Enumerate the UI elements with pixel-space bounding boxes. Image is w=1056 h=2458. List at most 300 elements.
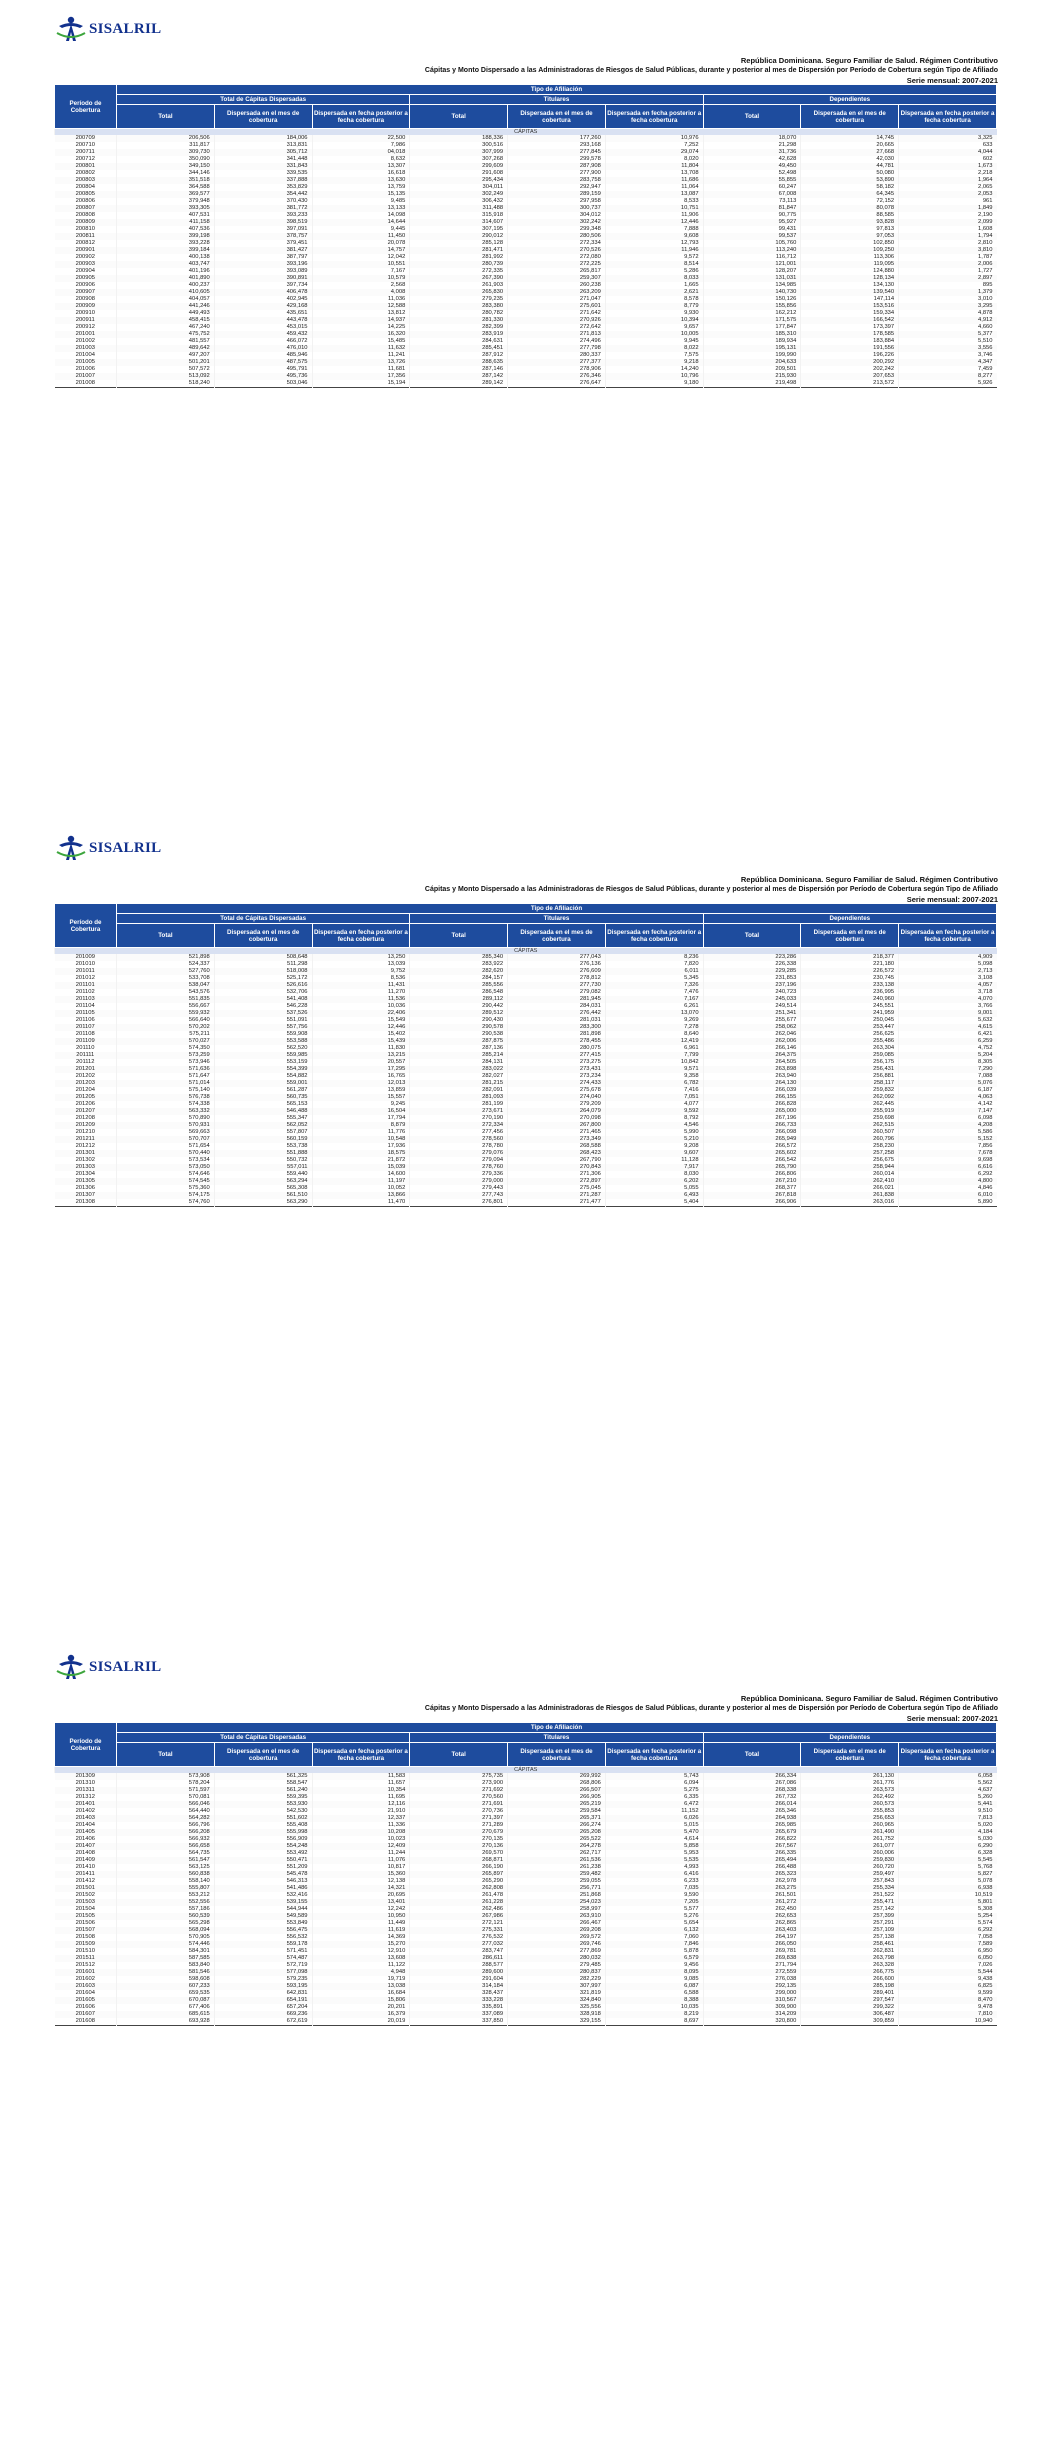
cell-value: 335,891 xyxy=(410,2004,508,2011)
cell-value: 268,871 xyxy=(410,1857,508,1864)
cell-value: 260,573 xyxy=(801,1801,899,1808)
table-row xyxy=(55,1185,997,1192)
header-dependientes: Dependientes xyxy=(703,1733,996,1743)
cell-value: 53,890 xyxy=(801,177,899,184)
cell-value: 263,798 xyxy=(801,1955,899,1962)
cell-value: 269,572 xyxy=(508,1934,606,1941)
cell-value: 177,260 xyxy=(508,135,606,142)
cell-value: 134,985 xyxy=(703,282,801,289)
cell-value: 44,781 xyxy=(801,163,899,170)
header-en-mes: Dispersada en el mes de cobertura xyxy=(214,105,312,129)
cell-value: 387,797 xyxy=(214,254,312,261)
cell-value: 255,677 xyxy=(703,1017,801,1024)
cell-value: 555,998 xyxy=(214,1829,312,1836)
cell-value: 11,336 xyxy=(312,1822,410,1829)
cell-value: 268,377 xyxy=(703,1185,801,1192)
cell-value: 97,813 xyxy=(801,226,899,233)
cell-value: 390,891 xyxy=(214,275,312,282)
cell-value: 5,345 xyxy=(605,975,703,982)
cell-value: 4,208 xyxy=(899,1122,997,1129)
cell-value: 7,846 xyxy=(605,1941,703,1948)
report-titles xyxy=(378,56,998,86)
cell-period: 201502 xyxy=(75,1892,95,1898)
cell-value: 572,719 xyxy=(214,1962,312,1969)
cell-period: 200809 xyxy=(55,219,117,226)
cell-period: 201211 xyxy=(55,1136,117,1143)
cell-value: 314,184 xyxy=(410,1983,508,1990)
cell-value: 283,300 xyxy=(508,1024,606,1031)
cell-value: 131,031 xyxy=(703,275,801,282)
cell-value: 10,394 xyxy=(605,317,703,324)
cell-value: 257,843 xyxy=(801,1878,899,1885)
cell-value: 258,944 xyxy=(801,1164,899,1171)
cell-value: 8,779 xyxy=(605,303,703,310)
cell-value: 263,016 xyxy=(801,1199,899,1207)
table-row xyxy=(55,338,997,345)
table-row xyxy=(55,1045,997,1052)
cell-period: 201508 xyxy=(75,1934,95,1940)
cell-period: 201209 xyxy=(55,1122,117,1129)
cell-value: 275,601 xyxy=(508,303,606,310)
cell-value: 72,152 xyxy=(801,198,899,205)
table-row xyxy=(55,968,997,975)
cell-value: 9,510 xyxy=(899,1808,997,1815)
cell-value: 8,020 xyxy=(605,156,703,163)
cell-value: 4,184 xyxy=(899,1829,997,1836)
cell-period: 201604 xyxy=(75,1990,95,1996)
table-row xyxy=(55,310,997,317)
cell-value: 1,787 xyxy=(899,254,997,261)
cell-value: 495,791 xyxy=(214,366,312,373)
cell-value: 263,328 xyxy=(801,1962,899,1969)
header-posterior: Dispersada en fecha posterior a fecha cobertura xyxy=(899,105,997,129)
cell-value: 67,008 xyxy=(703,191,801,198)
cell-value: 22,406 xyxy=(312,1010,410,1017)
cell-value: 276,609 xyxy=(508,968,606,975)
cell-value: 561,240 xyxy=(214,1787,312,1794)
header-en-mes: Dispersada en el mes de cobertura xyxy=(214,1743,312,1767)
cell-value: 264,197 xyxy=(703,1934,801,1941)
cell-value: 261,478 xyxy=(410,1892,508,1899)
cell-value: 188,336 xyxy=(410,135,508,142)
cell-value: 7,088 xyxy=(899,1073,997,1080)
cell-period: 201204 xyxy=(75,1087,95,1093)
cell-value: 559,908 xyxy=(214,1031,312,1038)
cell-value: 199,990 xyxy=(703,352,801,359)
cell-value: 213,572 xyxy=(801,380,899,388)
cell-value: 250,045 xyxy=(801,1017,899,1024)
cell-value: 10,551 xyxy=(312,261,410,268)
cell-value: 16,379 xyxy=(312,2011,410,2018)
cell-value: 5,098 xyxy=(899,961,997,968)
cell-value: 10,796 xyxy=(605,373,703,380)
cell-value: 269,570 xyxy=(410,1850,508,1857)
cell-value: 573,908 xyxy=(117,1773,215,1780)
table-row xyxy=(55,282,997,289)
cell-value: 6,098 xyxy=(899,1115,997,1122)
cell-value: 566,932 xyxy=(117,1836,215,1843)
cell-value: 262,006 xyxy=(703,1038,801,1045)
cell-period: 201008 xyxy=(75,380,95,386)
table-row xyxy=(55,989,997,996)
cell-value: 251,341 xyxy=(703,1010,801,1017)
cell-value: 271,289 xyxy=(410,1822,508,1829)
cell-value: 140,730 xyxy=(703,289,801,296)
sisalril-logo-icon xyxy=(56,1653,86,1681)
cell-value: 579,235 xyxy=(214,1976,312,1983)
cell-value: 561,287 xyxy=(214,1087,312,1094)
cell-value: 271,691 xyxy=(410,1801,508,1808)
cell-value: 267,567 xyxy=(703,1843,801,1850)
cell-value: 554,882 xyxy=(214,1073,312,1080)
cell-value: 570,027 xyxy=(117,1038,215,1045)
cell-value: 4,546 xyxy=(605,1122,703,1129)
cell-value: 5,275 xyxy=(605,1787,703,1794)
table-row xyxy=(55,275,997,282)
cell-value: 191,556 xyxy=(801,345,899,352)
cell-value: 307,195 xyxy=(410,226,508,233)
cell-value: 403,747 xyxy=(117,261,215,268)
cell-value: 271,813 xyxy=(508,331,606,338)
table-row xyxy=(55,198,997,205)
cell-value: 571,597 xyxy=(117,1787,215,1794)
cell-value: 309,859 xyxy=(801,2018,899,2026)
cell-value: 2,065 xyxy=(899,184,997,191)
cell-value: 11,241 xyxy=(312,352,410,359)
cell-value: 251,868 xyxy=(508,1892,606,1899)
cell-value: 328,918 xyxy=(508,2011,606,2018)
cell-value: 14,745 xyxy=(801,135,899,142)
cell-value: 272,559 xyxy=(703,1969,801,1976)
cell-value: 139,540 xyxy=(801,289,899,296)
cell-value: 259,497 xyxy=(801,1871,899,1878)
cell-value: 5,210 xyxy=(605,1136,703,1143)
cell-value: 5,801 xyxy=(899,1899,997,1906)
cell-value: 260,006 xyxy=(801,1850,899,1857)
cell-period: 200807 xyxy=(55,205,117,212)
cell-value: 400,237 xyxy=(117,282,215,289)
cell-value: 14,757 xyxy=(312,247,410,254)
header-titulares: Titulares xyxy=(410,1733,703,1743)
cell-period: 201605 xyxy=(55,1997,117,2004)
cell-value: 539,155 xyxy=(214,1899,312,1906)
cell-value: 271,047 xyxy=(508,296,606,303)
cell-value: 559,001 xyxy=(214,1080,312,1087)
cell-value: 8,033 xyxy=(605,275,703,282)
cell-value: 410,605 xyxy=(117,289,215,296)
cell-value: 573,946 xyxy=(117,1059,215,1066)
cell-period: 201506 xyxy=(75,1920,95,1926)
cell-value: 7,051 xyxy=(605,1094,703,1101)
cell-value: 299,322 xyxy=(801,2004,899,2011)
cell-value: 7,167 xyxy=(312,268,410,275)
cell-value: 6,259 xyxy=(899,1038,997,1045)
cell-value: 268,423 xyxy=(508,1150,606,1157)
cell-period: 200906 xyxy=(75,282,95,288)
table-row xyxy=(55,1171,997,1178)
cell-value: 556,532 xyxy=(214,1934,312,1941)
cell-value: 563,125 xyxy=(117,1864,215,1871)
cell-value: 556,667 xyxy=(117,1003,215,1010)
cell-value: 693,928 xyxy=(117,2018,215,2026)
cell-value: 559,178 xyxy=(214,1941,312,1948)
cell-value: 5,276 xyxy=(605,1913,703,1920)
cell-value: 555,347 xyxy=(214,1115,312,1122)
cell-value: 278,455 xyxy=(508,1038,606,1045)
cell-value: 6,290 xyxy=(899,1843,997,1850)
cell-value: 8,879 xyxy=(312,1122,410,1129)
cell-period: 201001 xyxy=(55,331,117,338)
cell-value: 5,030 xyxy=(899,1836,997,1843)
cell-value: 6,132 xyxy=(605,1927,703,1934)
cell-value: 14,321 xyxy=(312,1885,410,1892)
cell-value: 262,831 xyxy=(801,1948,899,1955)
cell-value: 276,346 xyxy=(508,373,606,380)
cell-value: 134,130 xyxy=(801,282,899,289)
title-line-1: República Dominicana. Seguro Familiar de Salud. Régimen Contributivo xyxy=(740,875,998,884)
cell-value: 5,586 xyxy=(899,1129,997,1136)
cell-period: 201011 xyxy=(55,968,117,975)
cell-value: 10,005 xyxy=(605,331,703,338)
header-posterior: Dispersada en fecha posterior a fecha cobertura xyxy=(605,1743,703,1767)
cell-value: 5,470 xyxy=(605,1829,703,1836)
cell-value: 8,022 xyxy=(605,345,703,352)
cell-value: 381,427 xyxy=(214,247,312,254)
logo-text: SISALRIL xyxy=(89,20,162,37)
cell-value: 5,152 xyxy=(899,1136,997,1143)
table-row xyxy=(55,1843,997,1850)
cell-value: 570,707 xyxy=(117,1136,215,1143)
cell-value: 16,618 xyxy=(312,170,410,177)
cell-value: 546,228 xyxy=(214,1003,312,1010)
cell-period: 201608 xyxy=(75,2018,95,2024)
cell-value: 267,800 xyxy=(508,1122,606,1129)
cell-value: 466,072 xyxy=(214,338,312,345)
cell-value: 17,794 xyxy=(312,1115,410,1122)
cell-value: 277,377 xyxy=(508,359,606,366)
cell-value: 81,847 xyxy=(703,205,801,212)
cell-value: 5,510 xyxy=(899,338,997,345)
cell-value: 558,547 xyxy=(214,1780,312,1787)
cell-value: 261,903 xyxy=(410,282,508,289)
cell-value: 564,440 xyxy=(117,1808,215,1815)
cell-value: 5,562 xyxy=(899,1780,997,1787)
cell-value: 259,832 xyxy=(801,1087,899,1094)
cell-value: 284,631 xyxy=(410,338,508,345)
cell-period: 201010 xyxy=(75,961,95,967)
cell-value: 7,205 xyxy=(605,1899,703,1906)
cell-value: 287,142 xyxy=(410,373,508,380)
cell-value: 6,825 xyxy=(899,1983,997,1990)
table-row xyxy=(55,1066,997,1073)
cell-value: 13,866 xyxy=(312,1192,410,1199)
cell-value: 267,986 xyxy=(410,1913,508,1920)
cell-value: 553,930 xyxy=(214,1801,312,1808)
cell-value: 263,910 xyxy=(508,1913,606,1920)
cell-value: 265,494 xyxy=(703,1857,801,1864)
cell-value: 13,038 xyxy=(312,1983,410,1990)
cell-value: 284,131 xyxy=(410,1059,508,1066)
cell-value: 7,035 xyxy=(605,1885,703,1892)
cell-value: 399,184 xyxy=(117,247,215,254)
cell-value: 6,472 xyxy=(605,1801,703,1808)
cell-value: 309,900 xyxy=(703,2004,801,2011)
cell-period: 200711 xyxy=(55,149,117,156)
cell-value: 16,504 xyxy=(312,1108,410,1115)
cell-value: 3,108 xyxy=(899,975,997,982)
cell-value: 8,219 xyxy=(605,2011,703,2018)
header-posterior: Dispersada en fecha posterior a fecha cobertura xyxy=(899,1743,997,1767)
cell-value: 261,130 xyxy=(801,1773,899,1780)
cell-value: 10,950 xyxy=(312,1913,410,1920)
cell-value: 256,431 xyxy=(801,1066,899,1073)
cell-value: 525,172 xyxy=(214,975,312,982)
cell-value: 5,015 xyxy=(605,1822,703,1829)
cell-value: 287,912 xyxy=(410,352,508,359)
table-row xyxy=(55,2004,997,2011)
cell-value: 307,997 xyxy=(508,1983,606,1990)
cell-value: 8,697 xyxy=(605,2018,703,2026)
cell-value: 282,620 xyxy=(410,968,508,975)
cell-value: 290,442 xyxy=(410,1003,508,1010)
cell-value: 268,588 xyxy=(508,1143,606,1150)
cell-value: 249,514 xyxy=(703,1003,801,1010)
cell-value: 256,881 xyxy=(801,1073,899,1080)
cell-value: 5,204 xyxy=(899,1052,997,1059)
cell-value: 15,270 xyxy=(312,1941,410,1948)
cell-period: 200905 xyxy=(55,275,117,282)
cell-value: 307,268 xyxy=(410,156,508,163)
cell-value: 669,236 xyxy=(214,2011,312,2018)
cell-value: 337,888 xyxy=(214,177,312,184)
cell-value: 7,986 xyxy=(312,142,410,149)
cell-value: 266,467 xyxy=(508,1920,606,1927)
table-row xyxy=(55,1976,997,1983)
table-row xyxy=(55,982,997,989)
cell-value: 270,190 xyxy=(410,1115,508,1122)
cell-value: 226,572 xyxy=(801,968,899,975)
cell-period: 201405 xyxy=(55,1829,117,1836)
cell-value: 262,450 xyxy=(703,1906,801,1913)
table-row xyxy=(55,296,997,303)
cell-value: 116,712 xyxy=(703,254,801,261)
cell-value: 2,190 xyxy=(899,212,997,219)
cell-value: 11,449 xyxy=(312,1920,410,1927)
cell-value: 290,538 xyxy=(410,1031,508,1038)
cell-value: 265,346 xyxy=(703,1808,801,1815)
cell-value: 11,152 xyxy=(605,1808,703,1815)
cell-period: 201301 xyxy=(55,1150,117,1157)
cell-value: 261,077 xyxy=(801,1843,899,1850)
cell-value: 268,806 xyxy=(508,1780,606,1787)
cell-value: 12,116 xyxy=(312,1801,410,1808)
cell-value: 9,478 xyxy=(899,2004,997,2011)
header-posterior: Dispersada en fecha posterior a fecha cobertura xyxy=(899,924,997,948)
cell-value: 310,567 xyxy=(703,1997,801,2004)
cell-value: 401,890 xyxy=(117,275,215,282)
cell-value: 12,588 xyxy=(312,303,410,310)
cell-value: 6,261 xyxy=(605,1003,703,1010)
cell-value: 52,498 xyxy=(703,170,801,177)
header-posterior: Dispersada en fecha posterior a fecha cobertura xyxy=(605,105,703,129)
cell-value: 7,799 xyxy=(605,1052,703,1059)
cell-value: 353,829 xyxy=(214,184,312,191)
header-total-group: Total de Cápitas Dispersadas xyxy=(117,1733,410,1743)
cell-value: 221,180 xyxy=(801,961,899,968)
cell-value: 583,840 xyxy=(117,1962,215,1969)
cell-value: 10,976 xyxy=(605,135,703,142)
cell-period: 201304 xyxy=(75,1171,95,1177)
cell-value: 10,035 xyxy=(605,2004,703,2011)
cell-value: 555,408 xyxy=(214,1822,312,1829)
unit-row: CÁPITAS xyxy=(55,1767,997,1774)
cell-value: 204,633 xyxy=(703,359,801,366)
cell-value: 9,945 xyxy=(605,338,703,345)
title-line-2: Cápitas y Monto Dispersado a las Administradoras de Riesgos de Salud Públicas, durante y posterior al mes de Dispersión por Período de Cobertura según Tipo de Afiliado xyxy=(424,886,998,893)
table-row xyxy=(55,2018,997,2026)
table-row xyxy=(55,1052,997,1059)
cell-value: 291,608 xyxy=(410,170,508,177)
cell-value: 04,018 xyxy=(312,149,410,156)
cell-value: 271,477 xyxy=(508,1199,606,1207)
cell-value: 16,684 xyxy=(312,1990,410,1997)
cell-value: 654,191 xyxy=(214,1997,312,2004)
cell-value: 15,485 xyxy=(312,338,410,345)
cell-value: 253,447 xyxy=(801,1024,899,1031)
cell-value: 2,810 xyxy=(899,240,997,247)
cell-value: 564,735 xyxy=(117,1850,215,1857)
cell-value: 260,238 xyxy=(508,282,606,289)
table-row xyxy=(55,1808,997,1815)
cell-value: 379,948 xyxy=(117,198,215,205)
table-row xyxy=(55,177,997,184)
cell-value: 5,055 xyxy=(605,1185,703,1192)
cell-value: 453,015 xyxy=(214,324,312,331)
cell-value: 20,665 xyxy=(801,142,899,149)
cell-value: 17,295 xyxy=(312,1066,410,1073)
cell-value: 20,557 xyxy=(312,1059,410,1066)
cell-value: 177,847 xyxy=(703,324,801,331)
cell-value: 264,130 xyxy=(703,1080,801,1087)
cell-value: 73,113 xyxy=(703,198,801,205)
cell-value: 11,470 xyxy=(312,1199,410,1207)
header-posterior: Dispersada en fecha posterior a fecha cobertura xyxy=(605,924,703,948)
cell-value: 558,140 xyxy=(117,1878,215,1885)
cell-period: 201212 xyxy=(75,1143,95,1149)
cell-value: 659,535 xyxy=(117,1990,215,1997)
cell-value: 5,544 xyxy=(899,1969,997,1976)
cell-value: 277,043 xyxy=(508,954,606,961)
cell-value: 607,233 xyxy=(117,1983,215,1990)
cell-value: 128,134 xyxy=(801,275,899,282)
cell-value: 553,212 xyxy=(117,1892,215,1899)
cell-value: 11,906 xyxy=(605,212,703,219)
cell-value: 265,949 xyxy=(703,1136,801,1143)
cell-value: 573,050 xyxy=(117,1164,215,1171)
cell-value: 537,526 xyxy=(214,1010,312,1017)
table-row xyxy=(55,1101,997,1108)
cell-value: 207,653 xyxy=(801,373,899,380)
cell-value: 286,611 xyxy=(410,1955,508,1962)
cell-value: 543,576 xyxy=(117,989,215,996)
cell-value: 9,572 xyxy=(605,254,703,261)
cell-period: 201308 xyxy=(75,1199,95,1205)
cell-value: 557,011 xyxy=(214,1164,312,1171)
cell-period: 200812 xyxy=(75,240,95,246)
cell-value: 49,450 xyxy=(703,163,801,170)
cell-value: 328,437 xyxy=(410,1990,508,1997)
header-en-mes: Dispersada en el mes de cobertura xyxy=(508,924,606,948)
